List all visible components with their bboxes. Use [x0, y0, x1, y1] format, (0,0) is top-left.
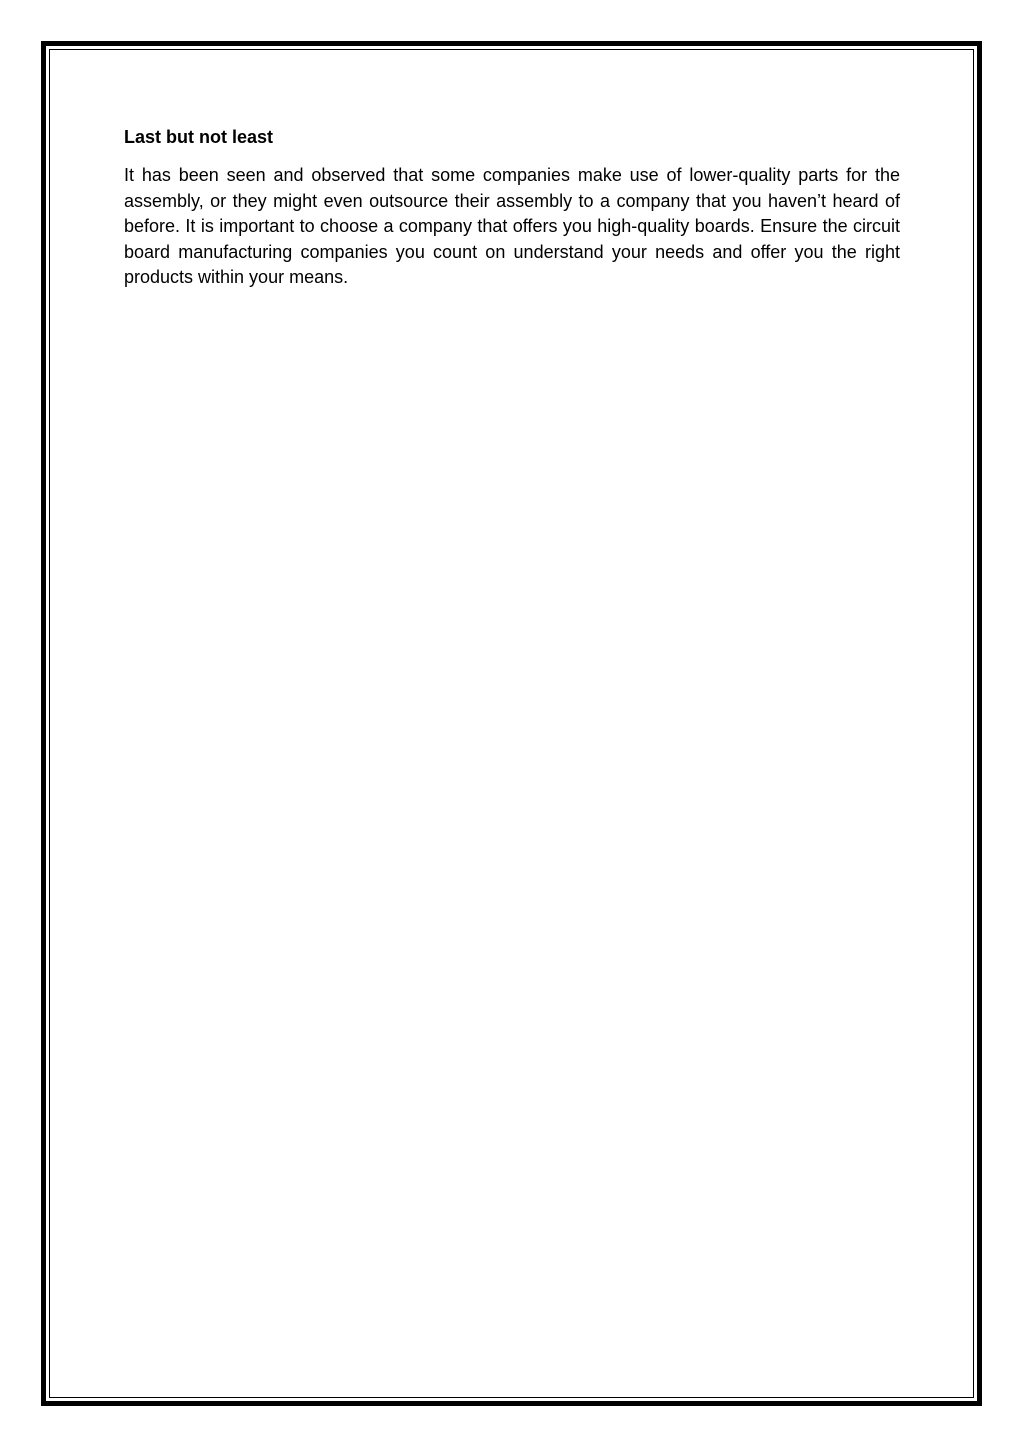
- section-paragraph: It has been seen and observed that some companies make use of lower-quality parts for the assembly, or they might even outsource their assembly to a company that you haven’t heard of before. It is important to choose a company that offers you high-quality boards. Ensure the circuit board manufacturing companies you count on understand your needs and offer you the right products within your means.: [124, 165, 900, 288]
- section-heading: Last but not least: [124, 127, 274, 147]
- document-content: [124, 124, 900, 291]
